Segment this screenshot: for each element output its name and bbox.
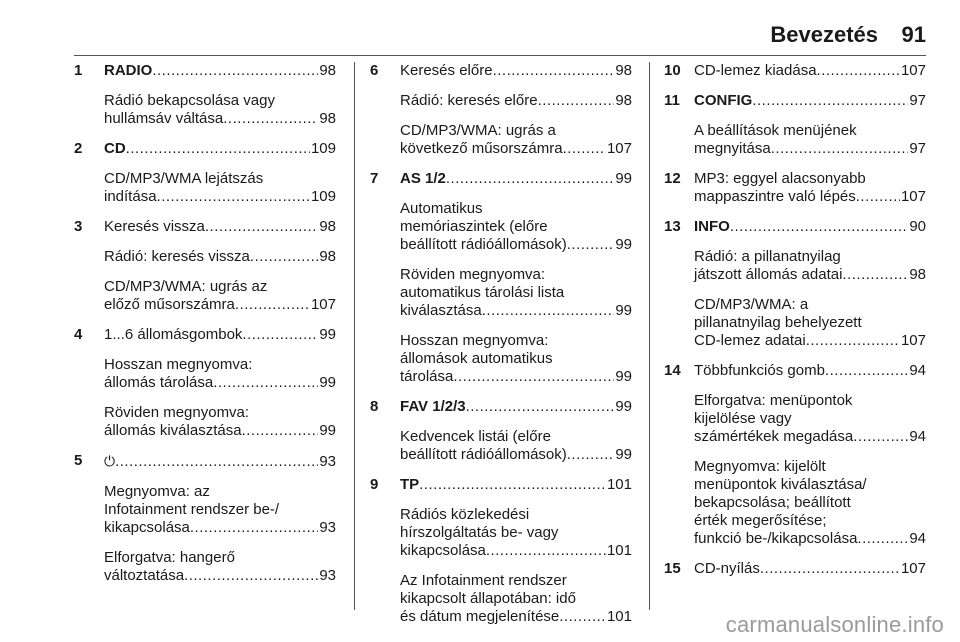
index-column-3 xyxy=(664,62,926,590)
dot-leader xyxy=(157,188,310,206)
index-entry xyxy=(74,404,336,440)
watermark: carmanualsonline.info xyxy=(725,612,944,637)
entry-line xyxy=(400,398,632,416)
entry-number: 4 xyxy=(74,326,83,343)
index-entry xyxy=(370,572,632,626)
entry-line xyxy=(694,410,926,428)
entry-number: 11 xyxy=(664,92,680,109)
entry-line xyxy=(694,122,926,140)
dot-leader xyxy=(466,398,615,416)
page-reference: 93 xyxy=(319,453,336,470)
index-column-1 xyxy=(74,62,336,597)
dot-leader xyxy=(842,266,908,284)
dot-leader xyxy=(152,62,318,80)
entry-text: Hosszan megnyomva: xyxy=(104,356,253,373)
dot-leader xyxy=(853,428,908,446)
entry-text: állomások automatikus xyxy=(400,350,553,367)
entry-line xyxy=(104,519,336,537)
dot-leader xyxy=(242,422,319,440)
page-reference: 101 xyxy=(606,608,632,625)
index-entry xyxy=(74,170,336,206)
page-reference: 97 xyxy=(909,140,926,157)
entry-line xyxy=(104,374,336,392)
dot-leader xyxy=(115,453,318,471)
page-reference: 99 xyxy=(319,374,336,391)
index-entry xyxy=(74,62,336,80)
page-reference: 98 xyxy=(909,266,926,283)
entry-text: Megnyomva: az xyxy=(104,483,210,500)
page-header xyxy=(0,22,960,52)
entry-text: Megnyomva: kijelölt xyxy=(694,458,826,475)
dot-leader xyxy=(126,140,310,158)
page-reference: 101 xyxy=(606,542,632,559)
entry-line xyxy=(400,476,632,494)
entry-text: pillanatnyilag behelyezett xyxy=(694,314,862,331)
dot-leader xyxy=(213,374,318,392)
entry-text: Rádiós közlekedési xyxy=(400,506,530,523)
entry-line xyxy=(400,428,632,446)
dot-leader xyxy=(760,560,900,578)
entry-text: játszott állomás adatai xyxy=(694,266,843,283)
dot-leader xyxy=(567,446,615,464)
index-entry xyxy=(370,332,632,386)
entry-text: Keresés előre xyxy=(400,62,493,79)
entry-line xyxy=(104,452,336,471)
page-reference: 98 xyxy=(319,110,336,127)
entry-text: Keresés vissza xyxy=(104,218,205,235)
entry-text: számértékek megadása xyxy=(694,428,854,445)
entry-line xyxy=(104,92,336,110)
index-entry xyxy=(74,452,336,471)
entry-text: következő műsorszámra xyxy=(400,140,563,157)
entry-text: beállított rádióállomások) xyxy=(400,236,567,253)
entry-line xyxy=(400,236,632,254)
entry-line xyxy=(400,572,632,590)
entry-line xyxy=(400,140,632,158)
page-reference: 99 xyxy=(319,326,336,343)
dot-leader xyxy=(857,530,908,548)
entry-text: Rádió: a pillanatnyilag xyxy=(694,248,841,265)
entry-line xyxy=(104,248,336,266)
page-reference: 99 xyxy=(615,302,632,319)
entry-line xyxy=(104,567,336,585)
index-column-2 xyxy=(370,62,632,638)
dot-leader xyxy=(856,188,900,206)
entry-number: 10 xyxy=(664,62,681,79)
index-entry xyxy=(74,140,336,158)
entry-text: és dátum megjelenítése xyxy=(400,608,560,625)
page-reference: 107 xyxy=(310,296,336,313)
dot-leader xyxy=(242,326,318,344)
entry-text: tárolása xyxy=(400,368,454,385)
entry-line xyxy=(400,122,632,140)
entry-line xyxy=(104,296,336,314)
entry-text: memóriaszintek (előre xyxy=(400,218,548,235)
entry-line xyxy=(104,404,336,422)
dot-leader xyxy=(190,519,318,537)
entry-text: Többfunkciós gomb xyxy=(694,362,825,379)
entry-number: 3 xyxy=(74,218,83,235)
page-reference: 107 xyxy=(900,62,926,79)
entry-line xyxy=(104,501,336,519)
entry-text: állomás kiválasztása xyxy=(104,422,242,439)
entry-text: érték megerősítése; xyxy=(694,512,827,529)
entry-line xyxy=(104,218,336,236)
index-entry xyxy=(664,218,926,236)
entry-line xyxy=(104,62,336,80)
entry-text: Automatikus xyxy=(400,200,483,217)
entry-line xyxy=(694,392,926,410)
index-entry xyxy=(74,218,336,236)
index-entry xyxy=(370,266,632,320)
index-entry xyxy=(74,278,336,314)
entry-line xyxy=(694,218,926,236)
entry-text: RADIO xyxy=(104,62,153,79)
entry-text: Röviden megnyomva: xyxy=(400,266,546,283)
page-reference: 94 xyxy=(909,428,926,445)
entry-line xyxy=(104,170,336,188)
entry-text: Kedvencek listái (előre xyxy=(400,428,551,445)
index-entry xyxy=(74,483,336,537)
entry-text: indítása xyxy=(104,188,157,205)
page-reference: 98 xyxy=(319,248,336,265)
entry-text: Elforgatva: hangerő xyxy=(104,549,235,566)
dot-leader xyxy=(453,368,614,386)
dot-leader xyxy=(482,302,615,320)
entry-text: megnyitása xyxy=(694,140,771,157)
index-entry xyxy=(664,62,926,80)
index-entry xyxy=(664,560,926,578)
dot-leader xyxy=(825,362,908,380)
page-reference: 99 xyxy=(615,236,632,253)
entry-line xyxy=(694,314,926,332)
entry-text: CONFIG xyxy=(694,92,753,109)
entry-text: CD-lemez kiadása xyxy=(694,62,817,79)
entry-line xyxy=(400,368,632,386)
page-number: 91 xyxy=(901,22,926,47)
entry-text: automatikus tárolási lista xyxy=(400,284,565,301)
dot-leader xyxy=(538,92,615,110)
entry-number: 14 xyxy=(664,362,681,379)
entry-line xyxy=(104,483,336,501)
entry-text: hullámsáv váltása xyxy=(104,110,224,127)
dot-leader xyxy=(205,218,318,236)
dot-leader xyxy=(730,218,908,236)
entry-number: 6 xyxy=(370,62,379,79)
index-entry xyxy=(370,170,632,188)
power-icon: ⏻ xyxy=(104,453,116,469)
page-reference: 94 xyxy=(909,530,926,547)
entry-line xyxy=(400,332,632,350)
page-reference: 101 xyxy=(606,476,632,493)
entry-text: Elforgatva: menüpontok xyxy=(694,392,853,409)
page-reference: 107 xyxy=(900,188,926,205)
entry-text: kiválasztása xyxy=(400,302,482,319)
page-reference: 99 xyxy=(615,446,632,463)
page-reference: 98 xyxy=(615,92,632,109)
page-reference: 98 xyxy=(615,62,632,79)
entry-line xyxy=(694,530,926,548)
entry-line xyxy=(104,278,336,296)
entry-line xyxy=(400,542,632,560)
entry-line xyxy=(694,332,926,350)
entry-number: 12 xyxy=(664,170,681,187)
entry-number: 5 xyxy=(74,452,83,469)
entry-text: Infotainment rendszer be-/ xyxy=(104,501,280,518)
page-reference: 109 xyxy=(310,188,336,205)
entry-text: állomás tárolása xyxy=(104,374,214,391)
entry-line xyxy=(694,494,926,512)
page-reference: 94 xyxy=(909,362,926,379)
entry-text: CD-lemez adatai xyxy=(694,332,806,349)
entry-text: INFO xyxy=(694,218,730,235)
entry-line xyxy=(694,266,926,284)
entry-line xyxy=(694,170,926,188)
page-reference: 93 xyxy=(319,567,336,584)
page-reference: 98 xyxy=(319,218,336,235)
index-entry xyxy=(664,458,926,548)
entry-text: A beállítások menüjének xyxy=(694,122,857,139)
dot-leader xyxy=(446,170,614,188)
index-entry xyxy=(370,398,632,416)
entry-text: kijelölése vagy xyxy=(694,410,792,427)
entry-line xyxy=(400,590,632,608)
index-entry xyxy=(74,92,336,128)
entry-number: 9 xyxy=(370,476,379,493)
dot-leader xyxy=(235,296,310,314)
entry-text: menüpontok kiválasztása/ xyxy=(694,476,867,493)
entry-line xyxy=(400,200,632,218)
entry-line xyxy=(694,296,926,314)
entry-line xyxy=(400,284,632,302)
page-reference: 93 xyxy=(319,519,336,536)
entry-text: CD-nyílás xyxy=(694,560,760,577)
entry-text: Hosszan megnyomva: xyxy=(400,332,549,349)
page-reference: 99 xyxy=(615,170,632,187)
entry-text: hírszolgáltatás be- vagy xyxy=(400,524,559,541)
page-reference: 99 xyxy=(615,368,632,385)
entry-line xyxy=(104,549,336,567)
entry-line xyxy=(400,446,632,464)
entry-line xyxy=(104,188,336,206)
index-entry xyxy=(370,476,632,494)
page-reference: 90 xyxy=(909,218,926,235)
dot-leader xyxy=(563,140,606,158)
page-reference: 107 xyxy=(900,560,926,577)
entry-text: bekapcsolása; beállított xyxy=(694,494,851,511)
entry-line xyxy=(694,140,926,158)
page-reference: 98 xyxy=(319,62,336,79)
entry-line xyxy=(400,608,632,626)
dot-leader xyxy=(184,567,318,585)
dot-leader xyxy=(559,608,606,626)
index-entry xyxy=(370,62,632,80)
index-entry xyxy=(74,248,336,266)
entry-line xyxy=(694,560,926,578)
entry-line xyxy=(400,302,632,320)
entry-line xyxy=(694,458,926,476)
index-entry xyxy=(664,248,926,284)
entry-line xyxy=(400,266,632,284)
entry-text: MP3: eggyel alacsonyabb xyxy=(694,170,866,187)
dot-leader xyxy=(250,248,318,266)
entry-line xyxy=(694,362,926,380)
entry-line xyxy=(400,170,632,188)
entry-text: Rádió bekapcsolása vagy xyxy=(104,92,275,109)
index-entry xyxy=(370,122,632,158)
entry-number: 7 xyxy=(370,170,379,187)
index-entry xyxy=(664,92,926,110)
entry-line xyxy=(694,428,926,446)
entry-line xyxy=(694,92,926,110)
entry-text: kikapcsolása xyxy=(104,519,190,536)
index-entry xyxy=(370,200,632,254)
dot-leader xyxy=(771,140,909,158)
index-entry xyxy=(370,92,632,110)
header-divider xyxy=(74,55,926,56)
dot-leader xyxy=(567,236,615,254)
entry-text: Rádió: keresés előre xyxy=(400,92,538,109)
page-reference: 107 xyxy=(900,332,926,349)
entry-text: CD xyxy=(104,140,126,157)
entry-line xyxy=(104,110,336,128)
entry-icon-wrap xyxy=(104,452,115,471)
entry-text: előző műsorszámra xyxy=(104,296,235,313)
entry-number: 2 xyxy=(74,140,83,157)
entry-text: CD/MP3/WMA: ugrás a xyxy=(400,122,556,139)
entry-line xyxy=(400,350,632,368)
entry-number: 8 xyxy=(370,398,379,415)
entry-text: beállított rádióállomások) xyxy=(400,446,567,463)
dot-leader xyxy=(817,62,900,80)
entry-text: FAV 1/2/3 xyxy=(400,398,466,415)
page-title: Bevezetés xyxy=(770,22,878,47)
page-reference: 99 xyxy=(615,398,632,415)
entry-text: kikapcsolt állapotában: idő xyxy=(400,590,576,607)
entry-text: CD/MP3/WMA: a xyxy=(694,296,809,313)
page-reference: 109 xyxy=(310,140,336,157)
entry-line xyxy=(104,356,336,374)
index-entry xyxy=(664,122,926,158)
entry-text: AS 1/2 xyxy=(400,170,446,187)
entry-line xyxy=(694,248,926,266)
page-reference: 99 xyxy=(319,422,336,439)
dot-leader xyxy=(493,62,615,80)
page-reference: 107 xyxy=(606,140,632,157)
entry-text: változtatása xyxy=(104,567,185,584)
dot-leader xyxy=(419,476,606,494)
entry-number: 13 xyxy=(664,218,681,235)
dot-leader xyxy=(752,92,908,110)
entry-number: 15 xyxy=(664,560,681,577)
entry-line xyxy=(694,188,926,206)
dot-leader xyxy=(486,542,606,560)
index-entry xyxy=(664,170,926,206)
entry-line xyxy=(694,62,926,80)
dot-leader xyxy=(806,332,900,350)
entry-text: Az Infotainment rendszer xyxy=(400,572,567,589)
entry-text: Rádió: keresés vissza xyxy=(104,248,250,265)
index-entry xyxy=(74,356,336,392)
index-entry xyxy=(664,392,926,446)
entry-line xyxy=(400,218,632,236)
entry-text: 1...6 állomásgombok xyxy=(104,326,243,343)
entry-line xyxy=(400,524,632,542)
entry-line xyxy=(400,506,632,524)
entry-line xyxy=(104,326,336,344)
entry-line xyxy=(104,140,336,158)
entry-line xyxy=(694,512,926,530)
entry-number: 1 xyxy=(74,62,83,79)
index-entry xyxy=(370,506,632,560)
entry-line xyxy=(694,476,926,494)
index-entry xyxy=(74,549,336,585)
index-entry xyxy=(664,362,926,380)
entry-text: funkció be-/kikapcsolása xyxy=(694,530,858,547)
entry-text: kikapcsolása xyxy=(400,542,486,559)
dot-leader xyxy=(223,110,318,128)
entry-text: CD/MP3/WMA: ugrás az xyxy=(104,278,268,295)
entry-text: TP xyxy=(400,476,420,493)
page-reference: 97 xyxy=(909,92,926,109)
column-divider xyxy=(354,62,355,610)
entry-text: Röviden megnyomva: xyxy=(104,404,250,421)
entry-text: mappaszintre való lépés xyxy=(694,188,856,205)
entry-line xyxy=(104,422,336,440)
entry-text: CD/MP3/WMA lejátszás xyxy=(104,170,264,187)
column-divider xyxy=(649,62,650,610)
index-entry xyxy=(370,428,632,464)
entry-line xyxy=(400,62,632,80)
entry-line xyxy=(400,92,632,110)
index-entry xyxy=(664,296,926,350)
index-entry xyxy=(74,326,336,344)
